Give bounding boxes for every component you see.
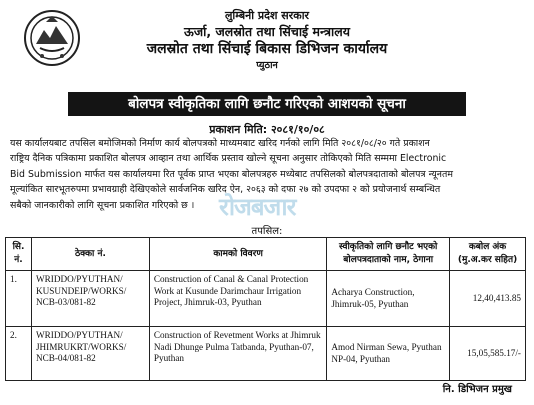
office-location: प्युठान	[256, 60, 278, 71]
province-government: लुम्बिनी प्रदेश सरकार	[224, 9, 310, 22]
row-contract: WRIDDO/PYUTHAN/ JHIMRUKRT/WORKS/ NCB-04/081-82	[31, 327, 149, 381]
header-description: कामको विवरण	[149, 238, 326, 271]
table-row	[6, 271, 526, 327]
body-line: Bid Submission मार्फत यस कार्यालयमा रित पूर्वक प्राप्त भएका बोलपत्रहरु मध्येबाट तपसिलको बोलपत्रदाताको बोलपत्र न्यूनतम	[10, 168, 453, 180]
body-line: सबैको जानकारीको लागि सूचना प्रकाशित गरिएको छ ।	[10, 199, 195, 211]
row-amount: 12,40,413.85	[450, 271, 526, 327]
ministry-name: ऊर्जा, जलस्रोत तथा सिंचाई मन्त्रालय	[184, 24, 350, 39]
header-amount: कबोल अंक (मु.अ.कर सहित)	[450, 238, 526, 271]
row-bidder: Amod Nirman Sewa, Pyuthan NP-04, Pyuthan	[327, 327, 450, 381]
header-contract: ठेक्का नं.	[31, 238, 149, 271]
header-bidder: स्वीकृतिको लागि छनौट भएको बोलपत्रदाताको नाम, ठेगाना	[327, 238, 450, 271]
row-contract: WRIDDO/PYUTHAN/ KUSUNDEIP/WORKS/ NCB-03/081-82	[31, 271, 149, 327]
row-sn: 2.	[6, 327, 32, 381]
row-description: Construction of Revetment Works at Jhimruk Nadi Dhunge Pulma Tatbanda, Pyuthan-07, Pyuthan	[149, 327, 326, 381]
office-header	[0, 6, 534, 72]
header-sn: सि. नं.	[6, 238, 32, 271]
details-table	[5, 237, 526, 381]
published-date: प्रकाशन मिति: २०८१/१०/०८	[209, 123, 325, 136]
table-row	[6, 327, 526, 381]
table-title: तपसिल:	[251, 226, 283, 237]
row-description: Construction of Canal & Canal Protection Work at Kusunde Darimchaur Irrigation Project, Jhimruk-03, Pyuthan	[149, 271, 326, 327]
watermark: रोजबजार	[219, 193, 296, 221]
body-line: यस कार्यालयबाट तपसिल बमोजिमको निर्माण कार्य बोलपत्रको माध्यमबाट खरिद गर्नको लागि मिति २०८१/०८/२० गते प्रकाशन	[10, 138, 430, 149]
table-header-row	[6, 238, 526, 271]
body-line: मूल्यांकित सारभूतरुपमा प्रभावग्राही देखिएकोले सार्वजनिक खरिद ऐन, २०६३ को दफा २७ को उपदफा २ को प्रयोजनार्थ सम्बन्धित	[10, 184, 441, 196]
row-sn: 1.	[6, 271, 32, 327]
row-amount: 15,05,585.17/-	[450, 327, 526, 381]
signatory-title: नि. डिभिजन प्रमुख	[442, 384, 512, 395]
row-bidder: Acharya Construction, Jhimruk-05, Pyuthan	[327, 271, 450, 327]
office-name: जलस्रोत तथा सिंचाई बिकास डिभिजन कार्यालय	[146, 41, 388, 57]
body-line: राष्ट्रिय दैनिक पत्रिकामा प्रकाशित बोलपत्र आव्हान तथा आर्थिक प्रस्ताव खोल्ने सूचना अनुसार तोकिएको मिति सम्ममा Electronic	[10, 153, 447, 165]
notice-title: बोलपत्र स्वीकृतिका लागि छनौट गरिएको आशयको सूचना	[68, 92, 466, 116]
